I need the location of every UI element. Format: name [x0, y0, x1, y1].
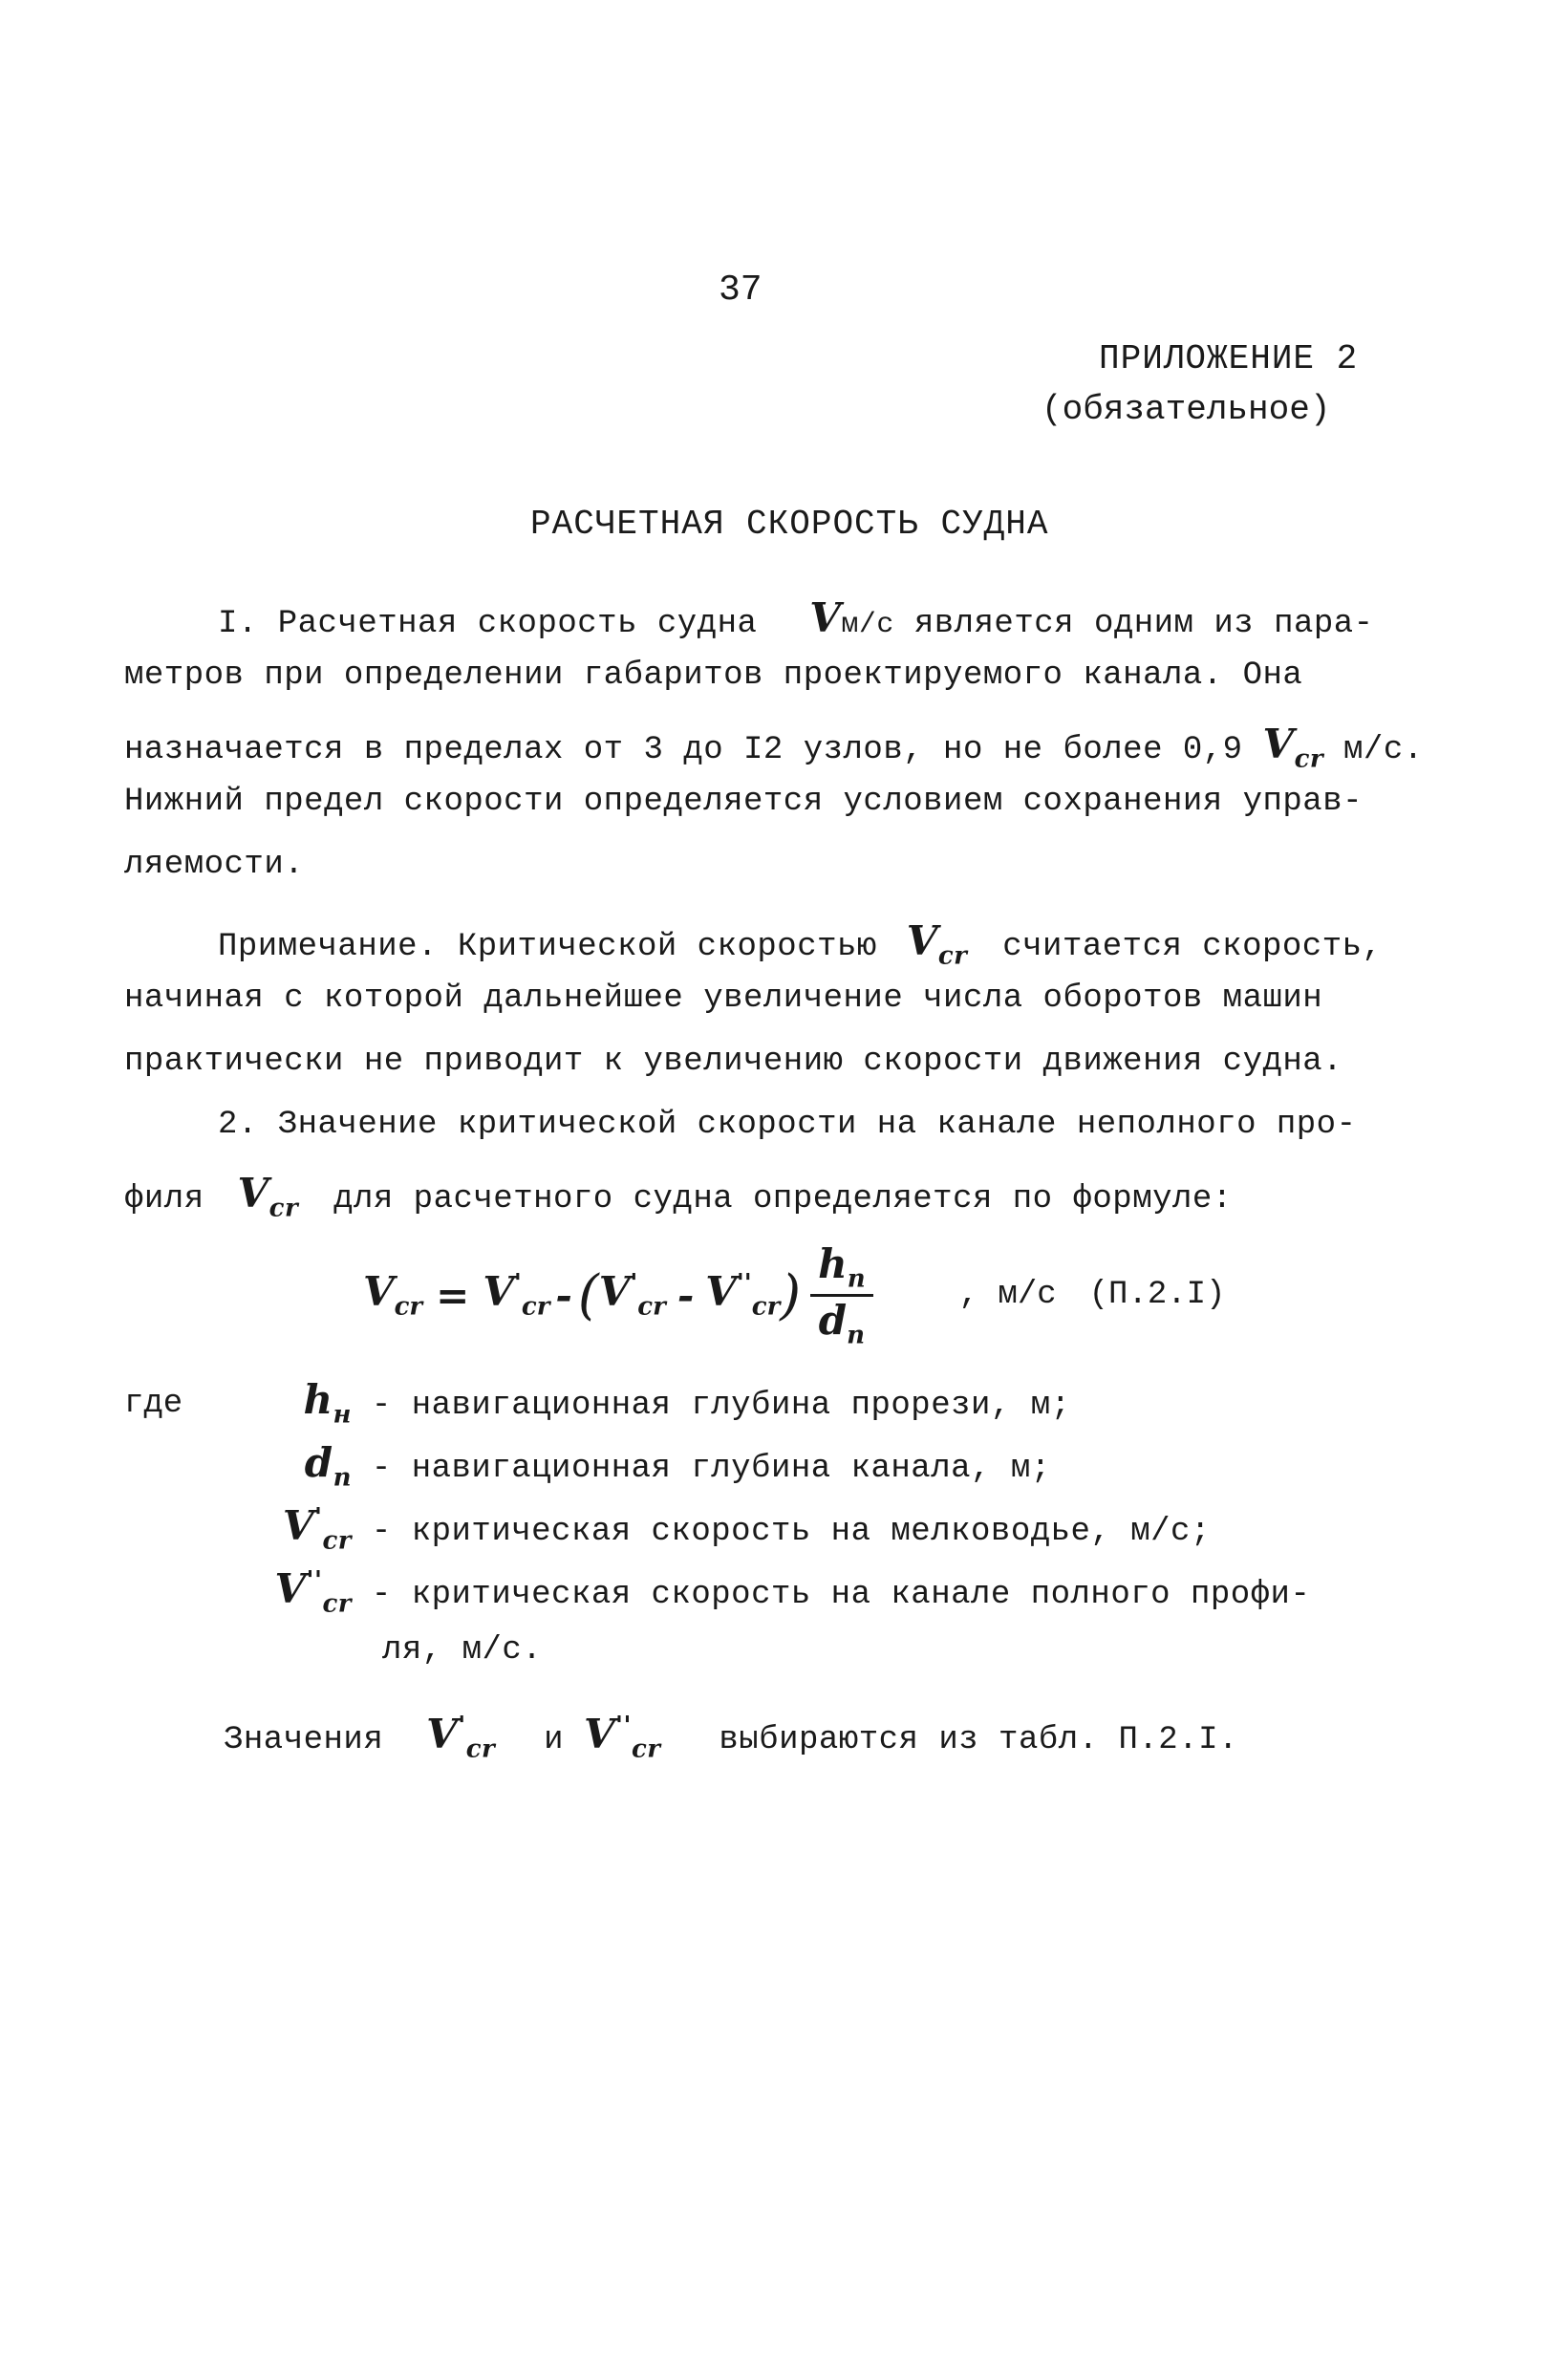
- p1-text-b: является одним из пара-: [913, 606, 1374, 642]
- formula-label: (П.2.I): [1088, 1277, 1226, 1313]
- fraction-numerator: $h_n$: [810, 1240, 872, 1296]
- paragraph-2-line-1: 2. Значение критической скорости на канале неполного про-: [218, 1107, 1357, 1143]
- p1-text-c: назначается в пределах от 3 до I2 узлов, но не более 0,9: [124, 732, 1243, 768]
- page-number: 37: [719, 269, 763, 311]
- critical-speed-symbol: $V_{cr}$: [906, 917, 968, 971]
- note-line-3: практически не приводит к увеличению скорости движения судна.: [124, 1044, 1343, 1080]
- symbol-v-cr-prime: $V'_{cr}$: [282, 1502, 352, 1556]
- p1-text-d: м/с.: [1343, 732, 1424, 768]
- formula-lhs: $V_{cr}$: [363, 1268, 423, 1322]
- symbol-v-cr-prime: $V'_{cr}$: [426, 1711, 496, 1764]
- appendix-status: (обязательное): [1042, 390, 1331, 429]
- p1-text-a: I. Расчетная скорость судна: [218, 606, 758, 642]
- definition-text: - критическая скорость на мелководье, м/с;: [371, 1514, 1211, 1550]
- note-text-a: Примечание. Критической скоростью: [218, 929, 877, 965]
- speed-unit: м/с: [841, 609, 894, 641]
- formula-minus-2: -: [677, 1271, 695, 1319]
- note-line-2: начиная с которой дальнейшее увеличение числа оборотов машин: [124, 980, 1323, 1017]
- note-line-1: [218, 917, 1382, 970]
- where-item: [256, 1439, 1051, 1492]
- paragraph-2-line-2: [124, 1170, 1233, 1222]
- section-title: РАСЧЕТНАЯ СКОРОСТЬ СУДНА: [530, 505, 1049, 544]
- definition-continuation: ля, м/с.: [382, 1632, 543, 1669]
- appendix-heading: ПРИЛОЖЕНИЕ 2: [1099, 339, 1359, 378]
- formula: [363, 1242, 1225, 1347]
- formula-unit: , м/с: [958, 1277, 1057, 1313]
- p2-text-a: филя: [124, 1181, 204, 1217]
- paragraph-1-line-1: [218, 594, 1374, 642]
- formula-minus-1: -: [555, 1271, 572, 1319]
- final-line: [224, 1711, 1238, 1763]
- where-item: [256, 1565, 1310, 1618]
- paragraph-1-line-2: метров при определении габаритов проектируемого канала. Она: [124, 657, 1303, 694]
- symbol-d-n: $d_n$: [304, 1439, 352, 1493]
- where-item: [256, 1502, 1211, 1555]
- final-text-a: Значения: [224, 1722, 384, 1758]
- note-text-b: считается скорость,: [1002, 929, 1383, 965]
- formula-equals: =: [436, 1271, 470, 1319]
- symbol-v-cr-double-prime: $V''_{cr}$: [583, 1711, 661, 1764]
- where-item: [256, 1376, 1071, 1429]
- paragraph-1-line-4: Нижний предел скорости определяется условием сохранения управ-: [124, 784, 1364, 820]
- symbol-h-n: $h_н$: [303, 1376, 352, 1430]
- definition-text: - навигационная глубина канала, м;: [371, 1451, 1051, 1487]
- formula-term-2: $V'_{cr}$: [598, 1268, 666, 1322]
- formula-term-3: $V''_{cr}$: [705, 1268, 781, 1322]
- final-and: и: [544, 1722, 565, 1758]
- formula-fraction: [810, 1240, 872, 1349]
- definition-text: - критическая скорость на канале полного профи-: [371, 1577, 1311, 1613]
- speed-symbol: V: [809, 594, 842, 641]
- paragraph-1-line-3: [124, 721, 1424, 773]
- formula-term-1: $V'_{cr}$: [483, 1268, 550, 1322]
- critical-speed-symbol: $V_{cr}$: [237, 1170, 299, 1223]
- definition-text: - навигационная глубина прорези, м;: [371, 1388, 1071, 1424]
- formula-close-paren: ): [780, 1263, 802, 1326]
- critical-speed-symbol: $V_{cr}$: [1262, 721, 1324, 774]
- paragraph-1-line-5: ляемости.: [124, 847, 305, 883]
- fraction-denominator: $d_n$: [818, 1296, 866, 1349]
- p2-text-b: для расчетного судна определяется по формуле:: [333, 1181, 1233, 1217]
- symbol-v-cr-double-prime: $V''_{cr}$: [274, 1565, 352, 1619]
- final-text-b: выбираются из табл. П.2.I.: [719, 1722, 1238, 1758]
- where-word: где: [124, 1386, 183, 1422]
- formula-open-paren: (: [577, 1263, 599, 1326]
